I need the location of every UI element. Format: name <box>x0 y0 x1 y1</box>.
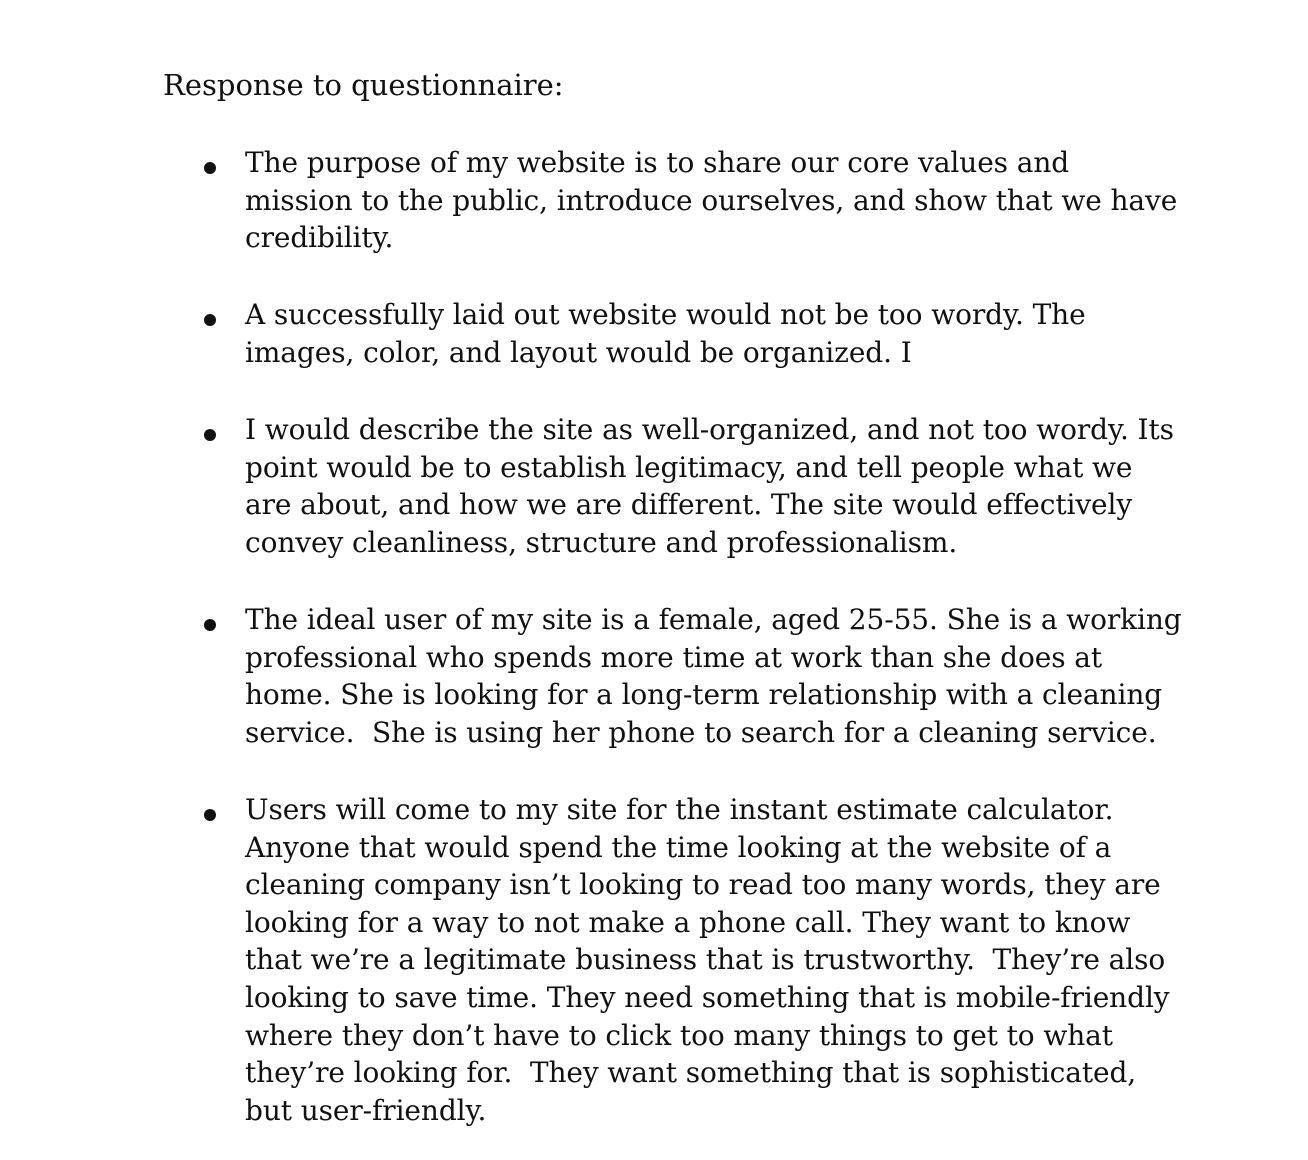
list-item-line: A successfully laid out website would not be too wordy. The <box>245 298 1086 331</box>
list-item-line: cleaning company isn’t looking to read too many words, they are <box>245 868 1161 902</box>
bullet-icon <box>204 809 216 821</box>
list-item-line: credibility. <box>245 221 394 255</box>
list-item-line: The purpose of my website is to share our core values and <box>245 146 1070 179</box>
list-item-line: they’re looking for. They want something that is sophisticated, <box>245 1056 1137 1090</box>
list-item-line: service. She is using her phone to search for a cleaning service. <box>245 715 1157 749</box>
list-item-line: home. She is looking for a long-term relationship with a cleaning <box>245 678 1163 712</box>
bullet-icon <box>204 162 216 174</box>
list-item-line: Users will come to my site for the instant estimate calculator. <box>245 793 1114 826</box>
list-item-line: looking to save time. They need something that is mobile-friendly <box>245 981 1170 1014</box>
list-item-line: Anyone that would spend the time looking at the website of a <box>245 830 1112 864</box>
list-item-line: convey cleanliness, structure and professionalism. <box>245 525 958 559</box>
list-item-line: that we’re a legitimate business that is trustworthy. They’re also <box>245 943 1166 977</box>
list-item-line: I would describe the site as well-organized, and not too wordy. Its <box>245 413 1174 446</box>
list-item-line: looking for a way to not make a phone call. They want to know <box>245 905 1131 939</box>
bullet-icon <box>204 429 216 441</box>
list-item-line: The ideal user of my site is a female, aged 25-55. She is a working <box>245 603 1182 636</box>
list-item-line: point would be to establish legitimacy, and tell people what we <box>245 450 1133 484</box>
bullet-icon <box>204 619 216 631</box>
list-item-line: are about, and how we are different. The site would effectively <box>245 488 1133 522</box>
list-item-line: where they don’t have to click too many things to get to what <box>245 1018 1113 1052</box>
bullet-icon <box>204 314 216 326</box>
list-item-line: mission to the public, introduce ourselves, and show that we have <box>245 183 1178 217</box>
list-item-line: but user-friendly. <box>245 1093 487 1127</box>
list-item-line: images, color, and layout would be organized. I <box>245 335 912 369</box>
list-item-line: professional who spends more time at work than she does at <box>245 640 1103 674</box>
document-heading: Response to questionnaire: <box>163 68 564 102</box>
